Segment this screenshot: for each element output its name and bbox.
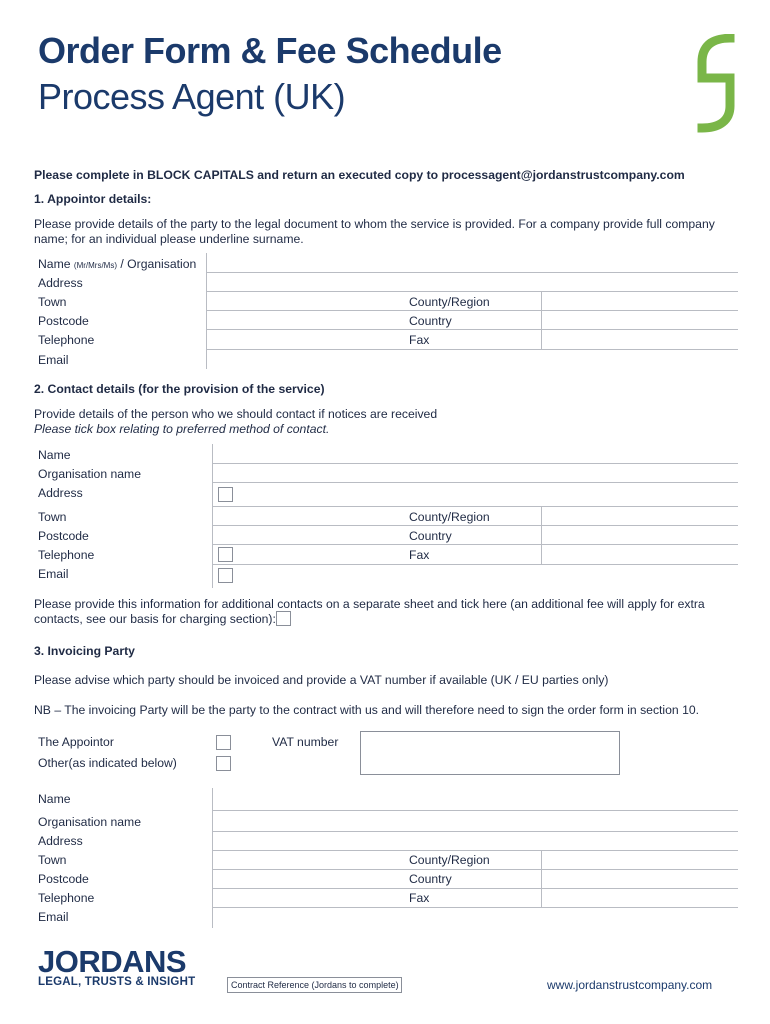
invoice-postcode-label: Postcode: [38, 872, 89, 886]
section3-desc: Please advise which party should be invoiced and provide a VAT number if available (UK / EU parties only): [34, 673, 609, 687]
appointor-name-field[interactable]: [208, 254, 736, 271]
section1-desc-line2: name; for an individual please underline surname.: [34, 232, 304, 246]
invoice-county-field[interactable]: [543, 851, 737, 868]
invoice-country-field[interactable]: [543, 870, 737, 887]
invoice-name-field[interactable]: [214, 789, 736, 809]
contact-telephone-checkbox[interactable]: [218, 547, 233, 562]
invoice-appointor-label: The Appointor: [38, 735, 114, 749]
contact-email-checkbox[interactable]: [218, 568, 233, 583]
section2-desc-italic: Please tick box relating to preferred method of contact.: [34, 422, 330, 436]
appointor-county-field[interactable]: [543, 292, 737, 309]
appointor-postcode-label: Postcode: [38, 314, 89, 328]
invoice-country-label: Country: [409, 872, 452, 886]
invoice-address-label: Address: [38, 834, 83, 848]
jordans-logo-tagline: LEGAL, TRUSTS & INSIGHT: [38, 976, 196, 988]
contact-country-field[interactable]: [543, 526, 737, 543]
contact-telephone-field[interactable]: [236, 545, 406, 563]
contact-postcode-field[interactable]: [214, 526, 406, 543]
appointor-name-label: Name (Mr/Mrs/Ms) / Organisation: [38, 257, 197, 271]
page-title: Order Form & Fee Schedule: [38, 30, 502, 71]
invoice-fax-label: Fax: [409, 891, 430, 905]
website-link[interactable]: www.jordanstrustcompany.com: [547, 978, 713, 992]
contact-email-field[interactable]: [236, 565, 736, 585]
contact-town-label: Town: [38, 510, 67, 524]
invoice-county-label: County/Region: [409, 853, 490, 867]
appointor-address-field[interactable]: [208, 273, 736, 290]
section3-heading: 3. Invoicing Party: [34, 644, 135, 658]
jordans-j-mark-icon: [696, 34, 736, 134]
vat-number-input[interactable]: [360, 731, 620, 775]
contact-county-label: County/Region: [409, 510, 490, 524]
invoice-town-label: Town: [38, 853, 67, 867]
invoice-town-field[interactable]: [214, 851, 406, 868]
appointor-telephone-field[interactable]: [208, 330, 406, 348]
invoice-postcode-field[interactable]: [214, 870, 406, 887]
additional-contacts-line2: contacts, see our basis for charging section):: [34, 612, 276, 626]
appointor-address-label: Address: [38, 276, 83, 290]
invoice-org-label: Organisation name: [38, 815, 141, 829]
contact-county-field[interactable]: [543, 507, 737, 524]
contact-fax-field[interactable]: [543, 545, 737, 563]
contact-name-label: Name: [38, 448, 71, 462]
intro-instruction: Please complete in BLOCK CAPITALS and return an executed copy to processagent@jordanstrustcompany.com: [34, 168, 685, 182]
appointor-fax-field[interactable]: [543, 330, 737, 348]
contact-name-field[interactable]: [214, 445, 736, 462]
appointor-country-field[interactable]: [543, 311, 737, 328]
appointor-county-label: County/Region: [409, 295, 490, 309]
appointor-town-label: Town: [38, 295, 67, 309]
invoice-address-field[interactable]: [214, 832, 736, 849]
appointor-fax-label: Fax: [409, 333, 430, 347]
invoice-other-checkbox[interactable]: [216, 756, 231, 771]
contact-telephone-label: Telephone: [38, 548, 95, 562]
section1-heading: 1. Appointor details:: [34, 192, 152, 206]
invoice-email-label: Email: [38, 910, 69, 924]
invoice-appointor-checkbox[interactable]: [216, 735, 231, 750]
invoice-other-label: Other(as indicated below): [38, 756, 177, 770]
additional-contacts-checkbox[interactable]: [276, 611, 291, 626]
appointor-email-field[interactable]: [208, 350, 736, 368]
appointor-telephone-label: Telephone: [38, 333, 95, 347]
additional-contacts-line1: Please provide this information for additional contacts on a separate sheet and tick here (an additional fee will apply for extra: [34, 597, 705, 611]
page-subtitle: Process Agent (UK): [38, 76, 346, 117]
contact-email-label: Email: [38, 567, 69, 581]
section2-desc: Provide details of the person who we should contact if notices are received: [34, 407, 438, 421]
contact-postcode-label: Postcode: [38, 529, 89, 543]
invoice-telephone-label: Telephone: [38, 891, 95, 905]
appointor-town-field[interactable]: [208, 292, 406, 309]
invoice-fax-field[interactable]: [543, 889, 737, 906]
appointor-email-label: Email: [38, 353, 69, 367]
jordans-logo: JORDANS: [38, 944, 187, 979]
appointor-country-label: Country: [409, 314, 452, 328]
contact-org-field[interactable]: [214, 464, 736, 481]
contact-org-label: Organisation name: [38, 467, 141, 481]
contact-town-field[interactable]: [214, 507, 406, 524]
contact-address-field[interactable]: [236, 483, 736, 505]
invoice-telephone-field[interactable]: [214, 889, 406, 906]
section1-desc-line1: Please provide details of the party to the legal document to whom the service is provided. For a company provide full company: [34, 217, 715, 231]
appointor-postcode-field[interactable]: [208, 311, 406, 328]
contact-address-checkbox[interactable]: [218, 487, 233, 502]
invoice-org-field[interactable]: [214, 811, 736, 830]
contact-fax-label: Fax: [409, 548, 430, 562]
contract-reference-box[interactable]: Contract Reference (Jordans to complete): [227, 977, 402, 993]
section3-nb: NB – The invoicing Party will be the party to the contract with us and will therefore need to sign the order form in section 10.: [34, 703, 700, 717]
invoice-email-field[interactable]: [214, 908, 736, 927]
invoice-name-label: Name: [38, 792, 71, 806]
section2-heading: 2. Contact details (for the provision of the service): [34, 382, 325, 396]
contact-country-label: Country: [409, 529, 452, 543]
vat-number-label: VAT number: [272, 735, 339, 749]
contact-address-label: Address: [38, 486, 83, 500]
